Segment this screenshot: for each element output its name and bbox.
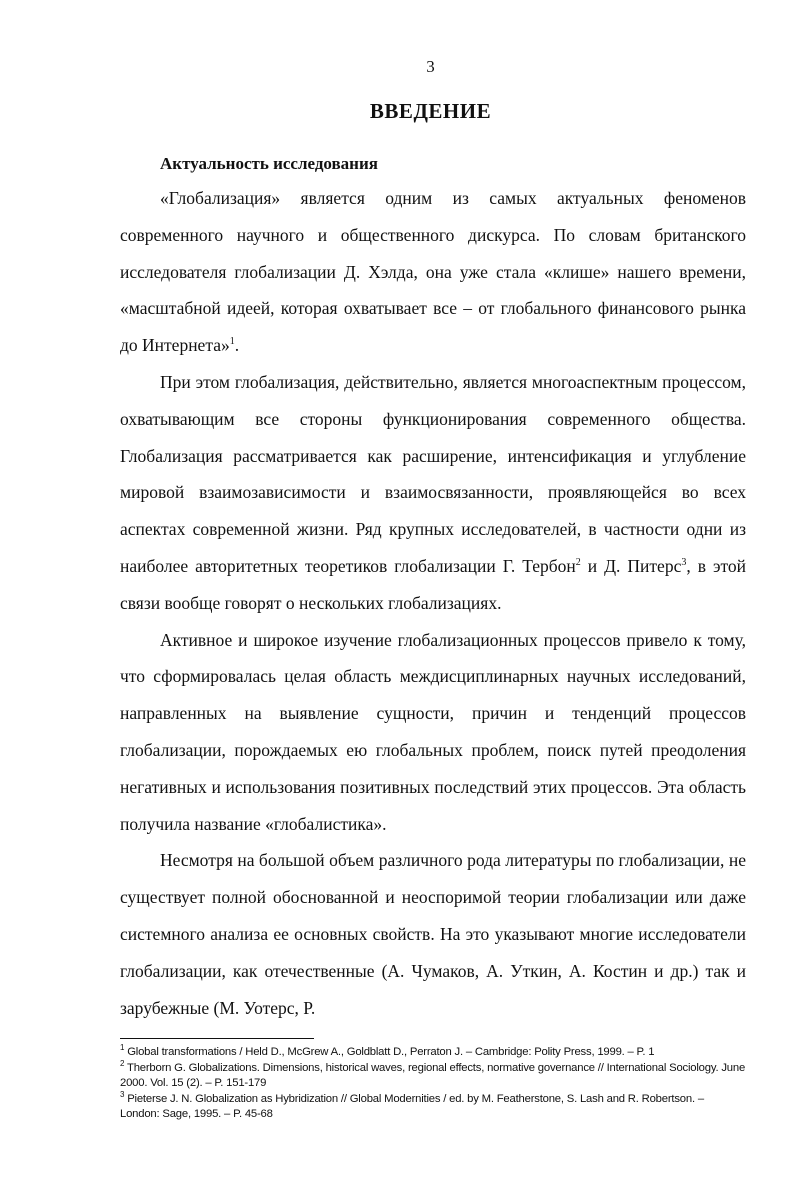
page-title: ВВЕДЕНИЕ: [369, 99, 492, 123]
paragraph-3: Активное и широкое изучение глобализационных процессов привело к тому, что сформировалась целая область междисциплинарных научных исследований, направленных на выявление сущности, причин и тенденций процессов глобализации, порождаемых ею глобальных проблем, поиск путей преодоления негативных и использования позитивных последствий этих процессов. Эта область получила название «глобалистика».: [120, 629, 746, 834]
paragraph-4: Несмотря на большой объем различного рода литературы по глобализации, не существует полной обоснованной и неоспоримой теории глобализации или даже системного анализа ее основных свойств. На это указывают многие исследователи глобализации, как отечественные (А. Чумаков, А. Уткин, А. Костин и др.) так и зарубежные (М. Уотерс, Р.: [120, 850, 746, 1018]
footnote-1: $^1$ Global transformations / Held D., McGrew A., Goldblatt D., Perraton J. – Cambridge: Polity Press, 1999. – P. 1: [120, 1043, 655, 1058]
footnote-2: $^2$ Therborn G. Globalizations. Dimensions, historical waves, regional effects, normative governance // International Sociology. June 2000. Vol. 15 (2). – P. 151-179: [120, 1059, 746, 1089]
page-number: 3: [426, 57, 435, 76]
section-heading: Актуальность исследования: [160, 154, 378, 173]
footnote-ref-3: 3: [681, 557, 687, 569]
paragraph-2: При этом глобализация, действительно, является многоаспектным процессом, охватывающим все стороны функционирования современного общества. Глобализация рассматривается как расширение, интенсификация и углубление мировой взаимозависимости и взаимосвязанности, проявляющейся во всех аспектах современной жизни. Ряд крупных исследователей, в частности одни из наиболее авторитетных теоретиков глобализации Г. Тербон$^2$ и Д. Питерс$^3$, в этой связи вообще говорят о нескольких глобализациях.: [120, 371, 746, 613]
footnote-3: $^3$ Pieterse J. N. Globalization as Hybridization // Global Modernities / ed. by M. Featherstone, S. Lash and R. Robertson. – London: Sage, 1995. – P. 45-68: [120, 1090, 704, 1120]
footnote-divider: [120, 1038, 314, 1039]
body-text: [120, 180, 746, 1026]
footnotes: [120, 1045, 746, 1123]
footnote-ref-2: 2: [575, 557, 581, 569]
footnote-ref-1: 1: [229, 336, 235, 348]
paragraph-1: «Глобализация» является одним из самых актуальных феноменов современного научного и общественного дискурса. По словам британского исследователя глобализации Д. Хэлда, она уже стала «клише» нашего времени, «масштабной идеей, которая охватывает все – от глобального финансового рынка до Интернета»$^1$.: [120, 188, 746, 356]
